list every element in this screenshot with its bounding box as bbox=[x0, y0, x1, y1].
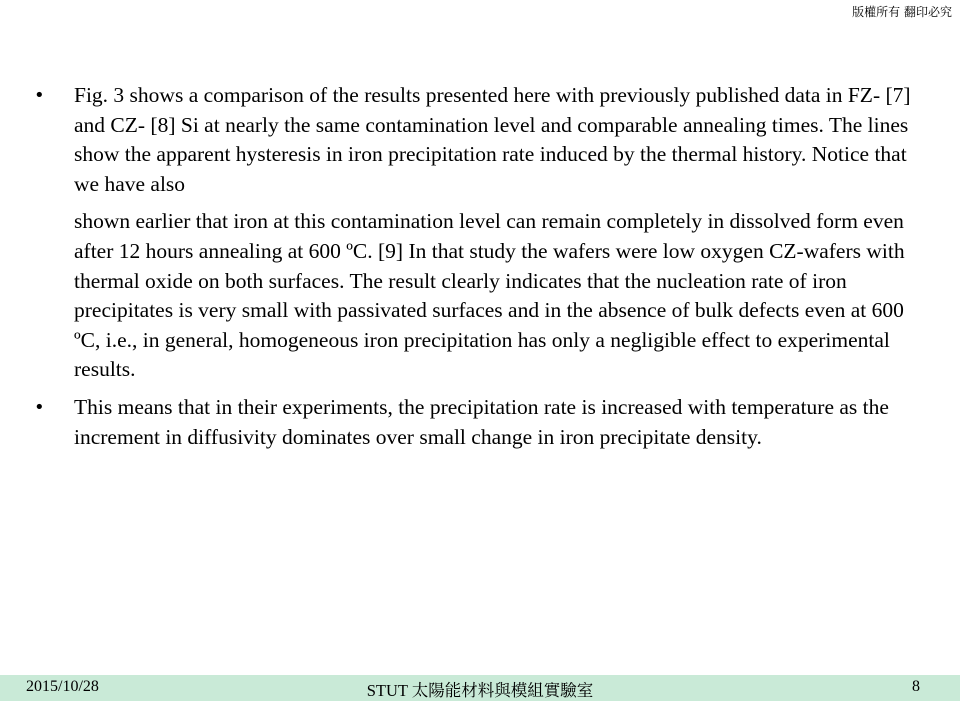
bullet-icon: • bbox=[34, 85, 45, 106]
footer-date: 2015/10/28 bbox=[26, 678, 99, 695]
page-number: 8 bbox=[912, 678, 920, 695]
body-paragraph-2 bbox=[34, 207, 914, 385]
paragraph-2-text: shown earlier that iron at this contamination level can remain completely in dissolved form even after 12 hours annealing at 600 ºC. [9] In that study the wafers were low oxygen CZ-wafers with thermal oxide on both surfaces. The result clearly indicates that the nucleation rate of iron precipitates is very small with passivated surfaces and in the absence of bulk defects even at 600 ºC, i.e., in general, homogeneous iron precipitation has only a negligible effect to experimental results. bbox=[74, 209, 905, 382]
paragraph-1-text: Fig. 3 shows a comparison of the results presented here with previously published data in FZ- [7] and CZ- [8] Si at nearly the same contamination level and comparable annealing times. The lines show the apparent hysteresis in iron precipitation rate induced by the thermal history. Notice that we have also bbox=[74, 83, 911, 196]
body-paragraph-3 bbox=[34, 393, 914, 452]
paragraph-3-text: This means that in their experiments, the precipitation rate is increased with temperature as the increment in diffusivity dominates over small change in iron precipitate density. bbox=[74, 394, 889, 449]
slide-body bbox=[34, 81, 914, 452]
body-paragraph-1 bbox=[34, 81, 914, 199]
bullet-icon: • bbox=[34, 396, 45, 418]
copyright-notice: 版權所有 翻印必究 bbox=[852, 5, 952, 19]
footer-lab-name: STUT 太陽能材料與模組實驗室 bbox=[366, 681, 594, 700]
